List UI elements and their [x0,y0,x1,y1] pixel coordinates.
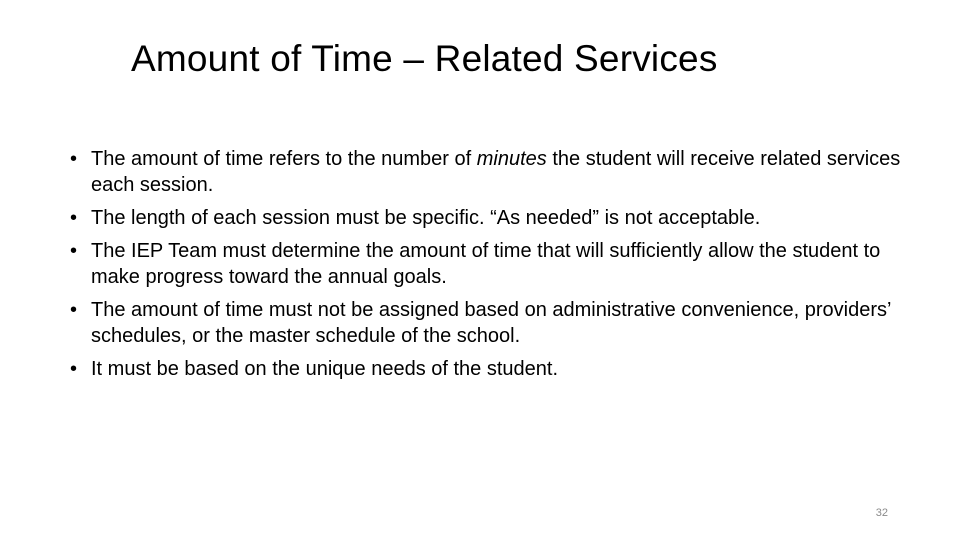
bullet-text-part: the student will receive related services each session. [91,148,901,196]
bullet-marker: • [70,358,78,380]
bullet-text: The amount of time must not be assigned based on administrative convenience, providers’ schedules, or the master schedule of the school. [91,299,891,347]
bullet-text: The length of each session must be specific. “As needed” is not acceptable. [91,207,761,229]
bullet-marker: • [70,240,78,262]
bullet-item [70,238,910,290]
bullet-item [70,297,910,349]
bullet-list [70,146,910,389]
bullet-text-part: The amount of time refers to the number of [91,148,477,170]
page-number: 32 [875,507,888,519]
bullet-marker: • [70,299,78,321]
bullet-text-emphasis: minutes [476,148,547,170]
bullet-marker: • [70,207,78,229]
slide-title: Amount of Time – Related Services [131,38,718,79]
bullet-marker: • [70,148,78,170]
bullet-item [70,205,910,231]
bullet-text [91,148,900,196]
bullet-text: The IEP Team must determine the amount of time that will sufficiently allow the student to make progress toward the annual goals. [91,240,881,288]
bullet-item [70,356,910,382]
bullet-item [70,146,910,198]
bullet-text: It must be based on the unique needs of the student. [91,358,559,380]
